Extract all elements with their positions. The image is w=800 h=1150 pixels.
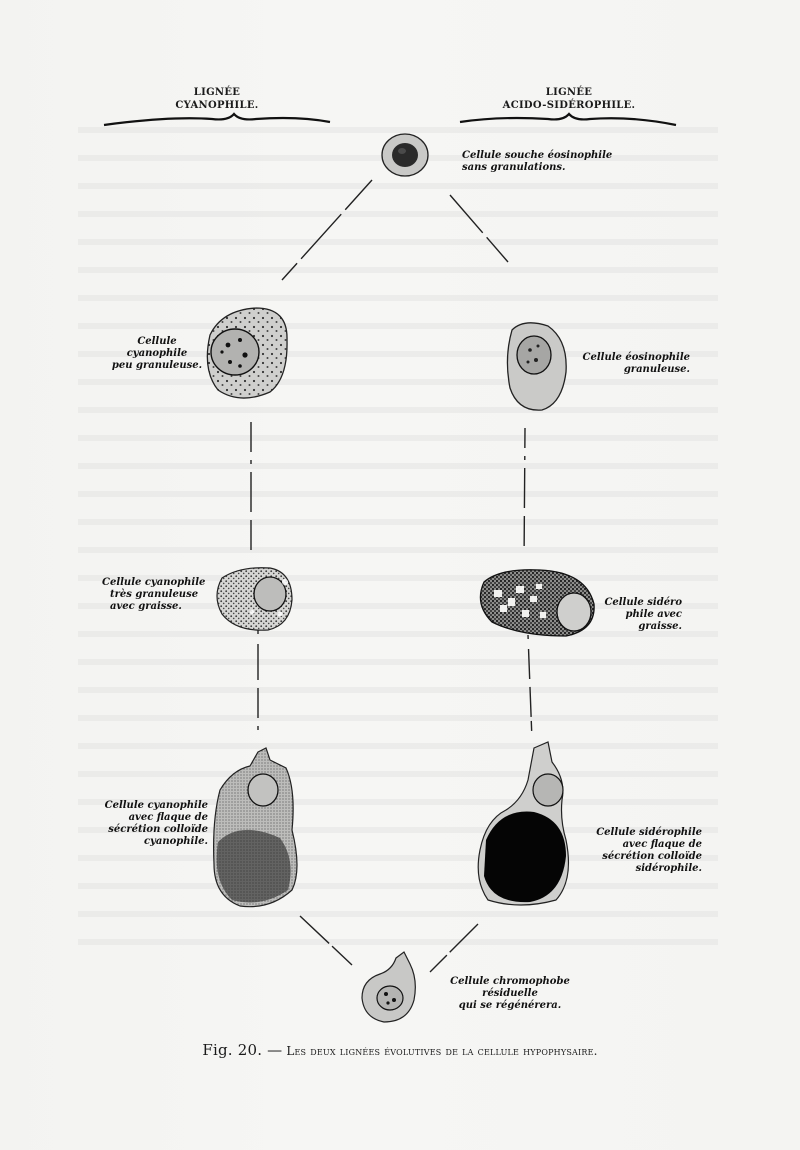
figure-title: Les deux lignées évolutives de la cellule hypophysaire.: [286, 1044, 598, 1058]
cyanophile-cell-granular: [217, 568, 292, 630]
label-residual-cell: Cellule chromophobe résiduelle qui se régénérera.: [450, 976, 570, 1011]
left-lineage-header: LIGNÉE CYANOPHILE.: [175, 87, 259, 111]
right-header-brace: [460, 114, 676, 125]
figure-caption: [0, 1041, 800, 1059]
residual-chromophobe-cell: [362, 952, 415, 1022]
siderophile-cell-colloid: [478, 742, 568, 905]
siderophile-cell-fat: [480, 570, 594, 636]
label-siderophile-fat: Cellule sidéro phile avec graisse.: [604, 597, 682, 632]
cyanophile-cell-colloid: [214, 748, 297, 907]
label-cyanophile-granular: Cellule cyanophile très granuleuse avec graisse.: [102, 577, 206, 612]
label-siderophile-colloid: Cellule sidérophile avec flaque de sécrétion colloïde sidérophile.: [596, 827, 702, 874]
figure-number: Fig. 20. —: [202, 1041, 283, 1059]
label-cyanophile-colloid: Cellule cyanophile avec flaque de sécrétion colloïde cyanophile.: [104, 800, 208, 847]
stem-cell: [382, 134, 428, 176]
cyanophile-cell-sparse: [207, 308, 287, 398]
label-eosinophile-granular: Cellule éosinophile granuleuse.: [582, 352, 690, 375]
eosinophile-cell-granular: [507, 323, 566, 410]
right-lineage-header: LIGNÉE ACIDO-SIDÉROPHILE.: [502, 87, 636, 111]
label-stem-cell: Cellule souche éosinophile sans granulations.: [462, 150, 613, 173]
label-cyanophile-sparse: Cellule cyanophile peu granuleuse.: [111, 336, 203, 371]
left-header-brace: [104, 114, 330, 125]
